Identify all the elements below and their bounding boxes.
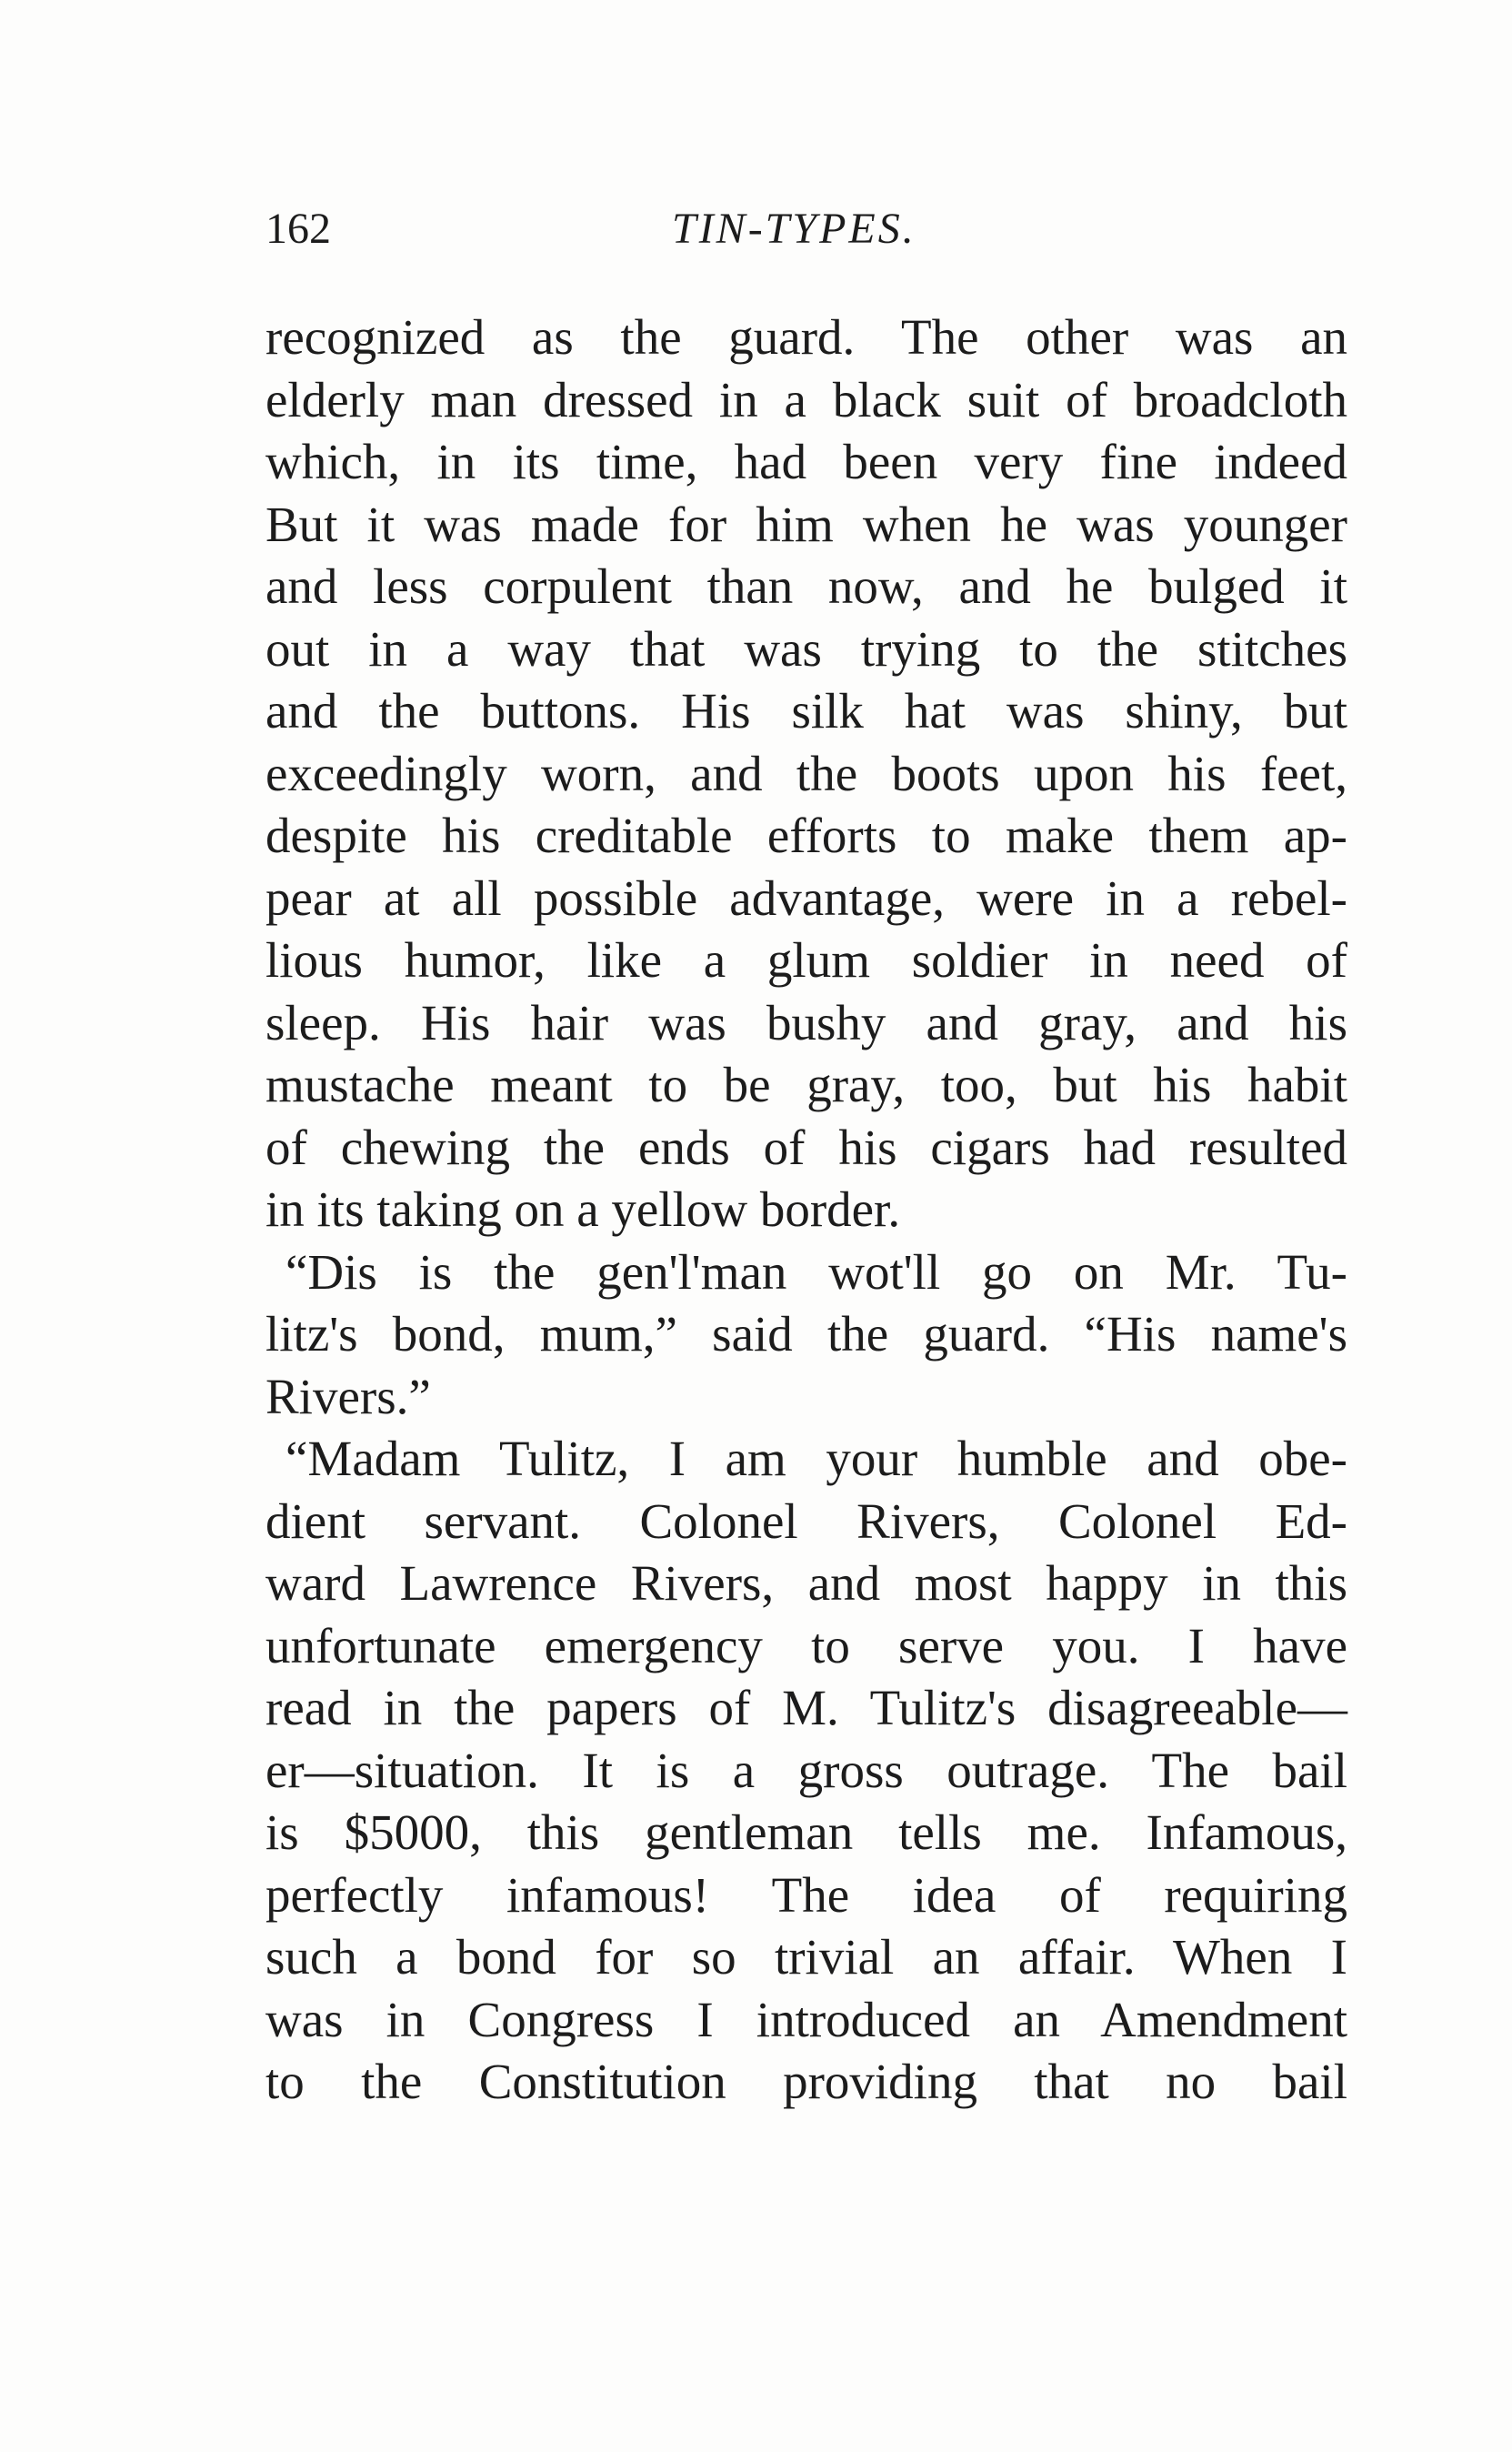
text-line: out in a way that was trying to the stitches (265, 620, 1347, 677)
text-line: “Dis is the gen'l'man wot'll go on Mr. Tu- (285, 1243, 1347, 1300)
text-line: in its taking on a yellow border. (265, 1181, 901, 1237)
text-line: unfortunate emergency to serve you. I have (265, 1617, 1347, 1673)
text-line: read in the papers of M. Tulitz's disagreeable— (265, 1680, 1347, 1735)
text-line: which, in its time, had been very fine indeed (265, 434, 1347, 489)
text-line: and less corpulent than now, and he bulged it (265, 558, 1347, 614)
body-text (265, 306, 1347, 2114)
text-line: lious humor, like a glum soldier in need of (265, 932, 1347, 988)
text-line: is $5000, this gentleman tells me. Infamous, (265, 1804, 1347, 1860)
text-line: er—situation. It is a gross outrage. The bail (265, 1742, 1347, 1798)
running-title: TIN-TYPES. (672, 205, 916, 253)
text-line: sleep. His hair was bushy and gray, and his (265, 994, 1347, 1050)
text-line: elderly man dressed in a black suit of broadcloth (265, 371, 1347, 427)
text-line: recognized as the guard. The other was an (265, 309, 1347, 365)
text-line: exceedingly worn, and the boots upon his feet, (265, 745, 1347, 801)
text-line: such a bond for so trivial an affair. When I (265, 1929, 1347, 1985)
text-line: perfectly infamous! The idea of requiring (265, 1866, 1347, 1923)
text-line: pear at all possible advantage, were in a rebel- (265, 869, 1347, 926)
page-number: 162 (265, 205, 331, 253)
running-head (265, 202, 1347, 256)
text-line: to the Constitution providing that no bail (265, 2054, 1347, 2109)
text-line: But it was made for him when he was younger (265, 496, 1347, 552)
text-line: litz's bond, mum,” said the guard. “His name's (265, 1306, 1347, 1362)
text-line: was in Congress I introduced an Amendment (265, 1991, 1347, 2047)
text-line: ward Lawrence Rivers, and most happy in this (265, 1555, 1347, 1611)
text-line: of chewing the ends of his cigars had resulted (265, 1119, 1347, 1175)
text-line: Rivers.” (265, 1368, 431, 1424)
text-line: “Madam Tulitz, I am your humble and obe- (285, 1431, 1347, 1486)
text-line: mustache meant to be gray, too, but his habit (265, 1057, 1347, 1112)
text-line: despite his creditable efforts to make them ap- (265, 808, 1347, 863)
text-line: and the buttons. His silk hat was shiny, but (265, 683, 1347, 739)
text-line: dient servant. Colonel Rivers, Colonel Ed- (265, 1492, 1347, 1549)
